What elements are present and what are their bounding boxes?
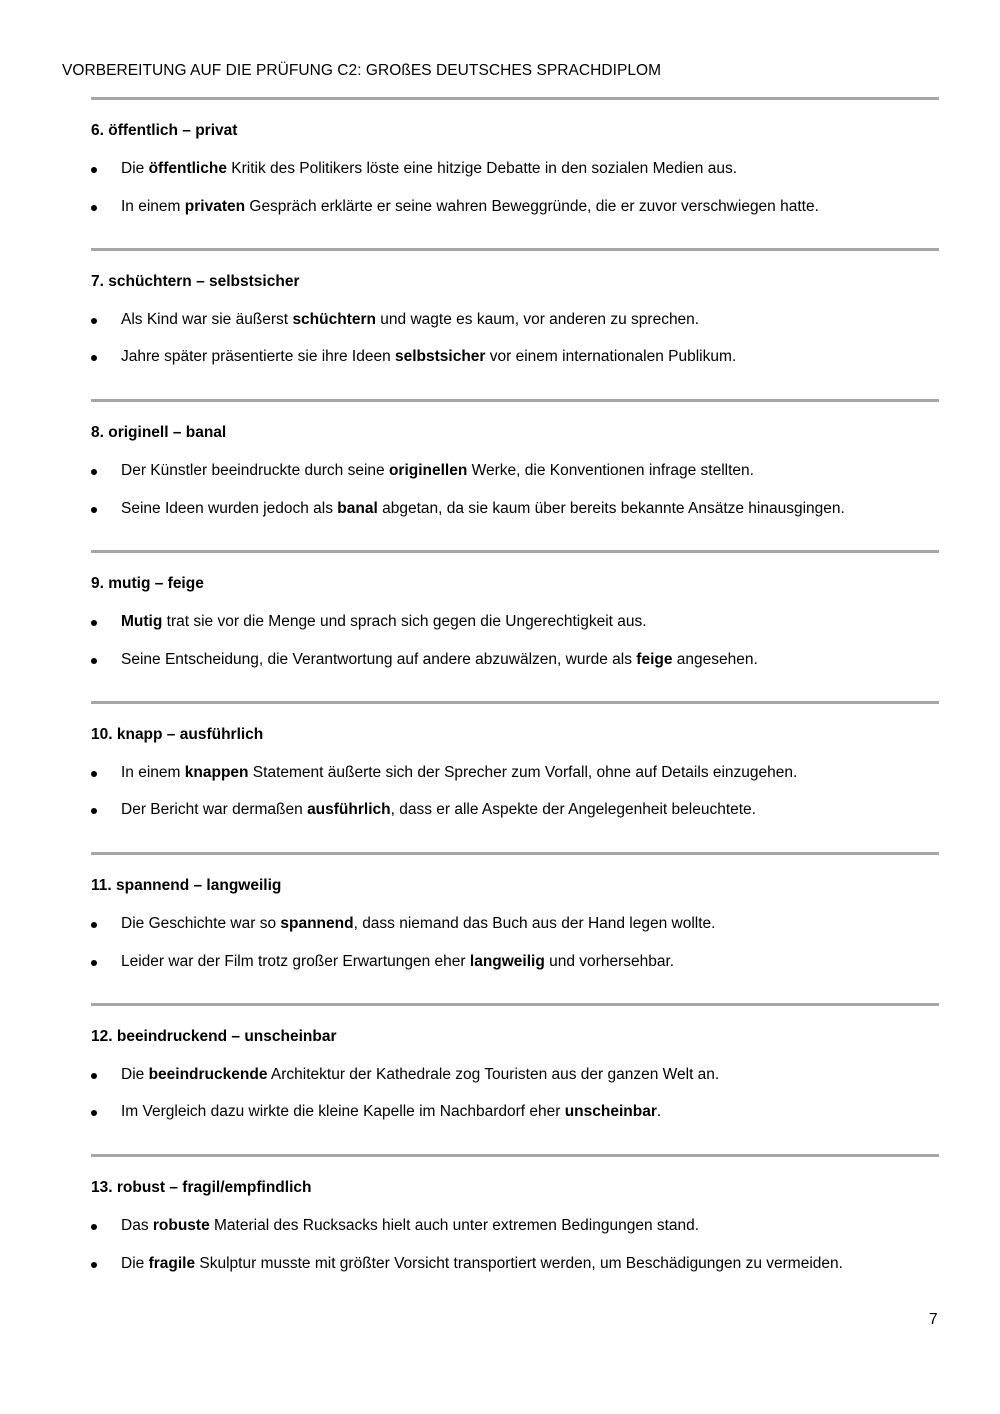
divider	[91, 97, 939, 100]
bullet-icon	[91, 167, 97, 173]
divider	[91, 1154, 939, 1157]
example-sentence: In einem knappen Statement äußerte sich der Sprecher zum Vorfall, ohne auf Details einzugehen.	[121, 764, 798, 781]
example-sentence: In einem privaten Gespräch erklärte er seine wahren Beweggründe, die er zuvor verschwiegen hatte.	[121, 198, 819, 215]
example-sentence: Das robuste Material des Rucksacks hielt auch unter extremen Bedingungen stand.	[121, 1217, 700, 1234]
bullet-icon	[91, 318, 97, 324]
divider	[91, 852, 939, 855]
section-title: 13. robust – fragil/empfindlich	[91, 1179, 312, 1196]
section-title: 9. mutig – feige	[91, 575, 204, 592]
example-sentence: Seine Entscheidung, die Verantwortung auf andere abzuwälzen, wurde als feige angesehen.	[121, 651, 758, 668]
example-sentence: Die beeindruckende Architektur der Kathedrale zog Touristen aus der ganzen Welt an.	[121, 1066, 720, 1083]
page-header: VORBEREITUNG AUF DIE PRÜFUNG C2: GROßES DEUTSCHES SPRACHDIPLOM	[62, 62, 662, 79]
divider	[91, 399, 939, 402]
section-title: 11. spannend – langweilig	[91, 877, 282, 894]
divider	[91, 701, 939, 704]
example-sentence: Seine Ideen wurden jedoch als banal abgetan, da sie kaum über bereits bekannte Ansätze hinausgingen.	[121, 500, 845, 517]
example-sentence: Die fragile Skulptur musste mit größter Vorsicht transportiert werden, um Beschädigungen zu vermeiden.	[121, 1255, 843, 1272]
section-title: 7. schüchtern – selbstsicher	[91, 273, 300, 290]
bullet-icon	[91, 960, 97, 966]
example-sentence: Die Geschichte war so spannend, dass niemand das Buch aus der Hand legen wollte.	[121, 915, 716, 932]
example-sentence: Der Künstler beeindruckte durch seine originellen Werke, die Konventionen infrage stellten.	[121, 462, 754, 479]
divider	[91, 1003, 939, 1006]
bullet-icon	[91, 1224, 97, 1230]
section-title: 8. originell – banal	[91, 424, 227, 441]
example-sentence: Mutig trat sie vor die Menge und sprach sich gegen die Ungerechtigkeit aus.	[121, 613, 647, 630]
example-sentence: Jahre später präsentierte sie ihre Ideen selbstsicher vor einem internationalen Publikum.	[121, 348, 737, 365]
bullet-icon	[91, 507, 97, 513]
bullet-icon	[91, 922, 97, 928]
bullet-icon	[91, 808, 97, 814]
bullet-icon	[91, 620, 97, 626]
divider	[91, 550, 939, 553]
example-sentence: Im Vergleich dazu wirkte die kleine Kapelle im Nachbardorf eher unscheinbar.	[121, 1103, 662, 1120]
example-sentence: Die öffentliche Kritik des Politikers löste eine hitzige Debatte in den sozialen Medien aus.	[121, 160, 738, 177]
bullet-icon	[91, 771, 97, 777]
bullet-icon	[91, 205, 97, 211]
section-title: 10. knapp – ausführlich	[91, 726, 264, 743]
bullet-icon	[91, 658, 97, 664]
page-number: 7	[929, 1311, 938, 1328]
section-title: 6. öffentlich – privat	[91, 122, 238, 139]
bullet-icon	[91, 355, 97, 361]
example-sentence: Leider war der Film trotz großer Erwartungen eher langweilig und vorhersehbar.	[121, 953, 675, 970]
divider	[91, 248, 939, 251]
bullet-icon	[91, 469, 97, 475]
bullet-icon	[91, 1262, 97, 1268]
example-sentence: Der Bericht war dermaßen ausführlich, dass er alle Aspekte der Angelegenheit beleuchtete.	[121, 801, 756, 818]
bullet-icon	[91, 1073, 97, 1079]
section-title: 12. beeindruckend – unscheinbar	[91, 1028, 337, 1045]
bullet-icon	[91, 1110, 97, 1116]
example-sentence: Als Kind war sie äußerst schüchtern und wagte es kaum, vor anderen zu sprechen.	[121, 311, 700, 328]
